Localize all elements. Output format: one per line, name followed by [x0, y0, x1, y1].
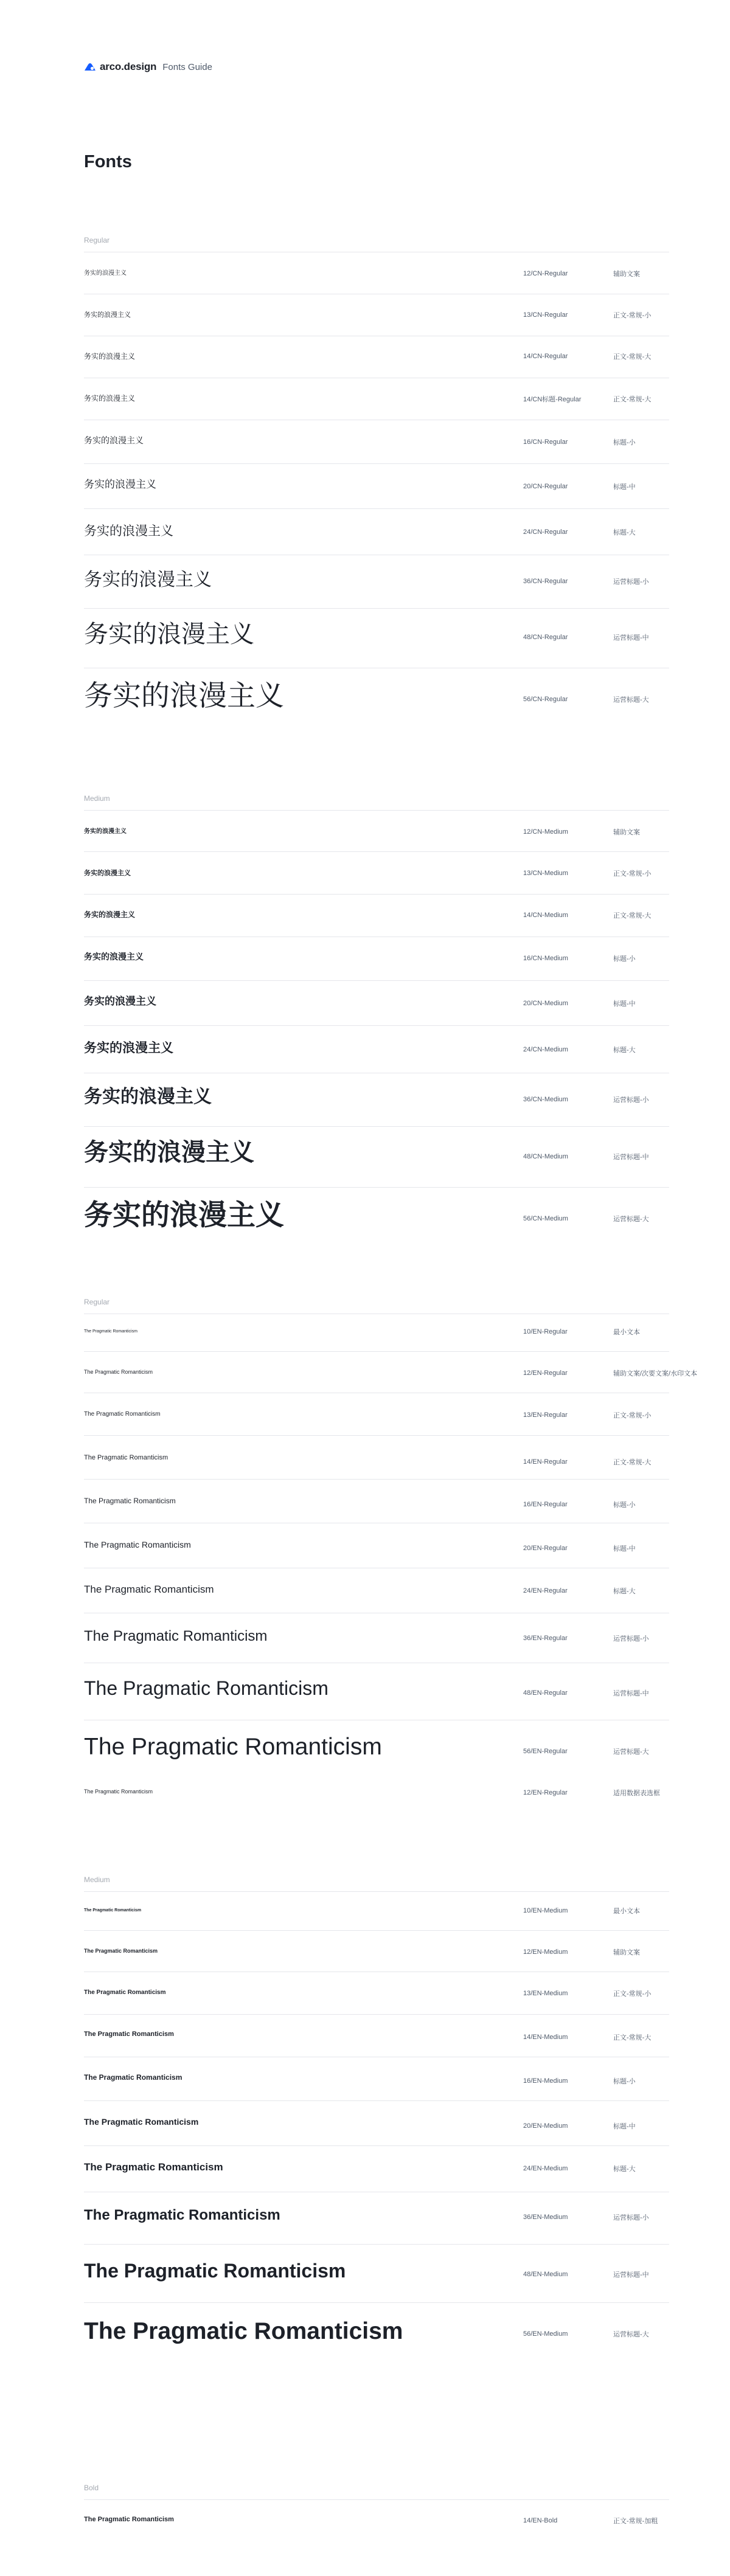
font-sample: The Pragmatic Romanticism: [84, 2161, 223, 2173]
divider: [84, 2302, 669, 2303]
font-spec: 14/EN-Regular: [523, 1458, 568, 1466]
font-sample: 务实的浪漫主义: [84, 828, 127, 835]
font-usage: 适用数据表选框: [613, 1790, 660, 1797]
font-spec: 24/EN-Medium: [523, 2165, 568, 2172]
font-sample: The Pragmatic Romanticism: [84, 1329, 137, 1334]
font-usage: 标题-大: [613, 2166, 636, 2173]
font-usage: 正文-常规-大: [613, 2034, 652, 2041]
font-sample: 务实的浪漫主义: [84, 394, 136, 403]
font-sample: 务实的浪漫主义: [84, 524, 173, 538]
section-label-cn-regular: Regular: [84, 236, 110, 244]
font-spec: 56/EN-Medium: [523, 2330, 568, 2338]
font-sample: 务实的浪漫主义: [84, 1199, 284, 1232]
font-spec: 56/EN-Regular: [523, 1748, 568, 1755]
font-usage: 标题-小: [613, 1501, 636, 1509]
font-spec: 36/CN-Regular: [523, 578, 568, 585]
font-usage: 正文-常规-加粗: [613, 2518, 658, 2525]
font-usage: 辅助文案: [613, 829, 640, 836]
font-sample: 务实的浪漫主义: [84, 436, 144, 446]
font-sample: The Pragmatic Romanticism: [84, 1989, 166, 1996]
font-spec: 13/CN-Medium: [523, 870, 568, 877]
divider: [84, 851, 669, 852]
font-spec: 48/EN-Medium: [523, 2271, 568, 2278]
font-spec: 56/CN-Regular: [523, 696, 568, 703]
section-label-cn-medium: Medium: [84, 794, 110, 803]
font-usage: 运营标题-中: [613, 634, 649, 642]
font-sample: The Pragmatic Romanticism: [84, 1584, 214, 1595]
font-spec: 14/CN-Regular: [523, 353, 568, 360]
font-spec: 12/CN-Regular: [523, 270, 568, 277]
font-usage: 正文-常规-小: [613, 312, 652, 319]
font-spec: 36/EN-Medium: [523, 2214, 568, 2221]
font-spec: 12/CN-Medium: [523, 828, 568, 836]
font-sample: The Pragmatic Romanticism: [84, 1908, 142, 1913]
font-sample: 务实的浪漫主义: [84, 352, 136, 361]
font-spec: 16/CN-Medium: [523, 955, 568, 962]
font-usage: 正文-常规-大: [613, 353, 652, 361]
font-sample: 务实的浪漫主义: [84, 679, 284, 713]
divider: [84, 1351, 669, 1352]
font-spec: 24/CN-Regular: [523, 528, 568, 536]
font-spec: 20/CN-Regular: [523, 483, 568, 490]
font-usage: 标题-中: [613, 483, 636, 491]
section-label-en-regular: Regular: [84, 1298, 110, 1306]
font-spec: 48/EN-Regular: [523, 1689, 568, 1697]
font-spec: 13/CN-Regular: [523, 311, 568, 319]
font-usage: 运营标题-中: [613, 1154, 649, 1161]
font-spec: 20/EN-Regular: [523, 1545, 568, 1552]
font-usage: 运营标题-小: [613, 1635, 649, 1643]
font-sample: 务实的浪漫主义: [84, 311, 131, 319]
font-spec: 56/CN-Medium: [523, 1215, 568, 1222]
font-usage: 运营标题-小: [613, 578, 649, 586]
font-sample: The Pragmatic Romanticism: [84, 1628, 268, 1644]
divider: [84, 608, 669, 609]
font-usage: 运营标题-大: [613, 696, 649, 704]
font-usage: 标题-大: [613, 1588, 636, 1595]
font-sample: The Pragmatic Romanticism: [84, 1497, 176, 1505]
font-spec: 16/EN-Regular: [523, 1501, 568, 1508]
font-usage: 正文-常规-小: [613, 1990, 652, 1998]
font-sample: The Pragmatic Romanticism: [84, 2516, 174, 2523]
font-usage: 辅助文案/次要文案/水印文本: [613, 1370, 698, 1377]
font-spec: 12/EN-Medium: [523, 1948, 568, 1956]
font-usage: 运营标题-中: [613, 2271, 649, 2279]
font-sample: The Pragmatic Romanticism: [84, 1411, 161, 1418]
font-usage: 运营标题-小: [613, 2214, 649, 2221]
font-sample: The Pragmatic Romanticism: [84, 2031, 174, 2038]
font-spec: 10/EN-Regular: [523, 1328, 568, 1335]
font-spec: 20/CN-Medium: [523, 1000, 568, 1007]
font-usage: 运营标题-中: [613, 1690, 649, 1697]
font-sample: The Pragmatic Romanticism: [84, 2318, 403, 2344]
font-spec: 20/EN-Medium: [523, 2122, 568, 2130]
font-spec: 16/CN-Regular: [523, 438, 568, 446]
font-spec: 48/CN-Regular: [523, 634, 568, 641]
font-sample: The Pragmatic Romanticism: [84, 2260, 346, 2282]
section-label-en-bold: Bold: [84, 2484, 99, 2492]
font-spec: 13/EN-Regular: [523, 1411, 568, 1419]
font-usage: 正文-常规-大: [613, 1459, 652, 1466]
font-sample: 务实的浪漫主义: [84, 620, 254, 648]
divider: [84, 2499, 669, 2500]
divider: [84, 1187, 669, 1188]
font-spec: 14/EN-Medium: [523, 2034, 568, 2041]
divider: [84, 2014, 669, 2015]
header-subtitle: Fonts Guide: [162, 61, 212, 72]
font-sample: The Pragmatic Romanticism: [84, 1540, 191, 1549]
font-sample: The Pragmatic Romanticism: [84, 2207, 280, 2223]
divider: [84, 1479, 669, 1480]
font-usage: 最小文本: [613, 1908, 640, 1915]
font-sample: 务实的浪漫主义: [84, 1138, 254, 1166]
font-usage: 标题-中: [613, 1000, 636, 1008]
font-sample: The Pragmatic Romanticism: [84, 1734, 382, 1760]
font-usage: 标题-小: [613, 439, 636, 446]
font-sample: 务实的浪漫主义: [84, 952, 144, 962]
font-spec: 14/CN-Medium: [523, 912, 568, 919]
font-spec: 10/EN-Medium: [523, 1907, 568, 1914]
font-sample: 务实的浪漫主义: [84, 869, 131, 877]
font-sample: 务实的浪漫主义: [84, 1040, 173, 1055]
font-usage: 辅助文案: [613, 271, 640, 278]
divider: [84, 1930, 669, 1931]
font-spec: 36/CN-Medium: [523, 1096, 568, 1103]
font-usage: 标题-小: [613, 2078, 636, 2085]
font-spec: 14/CN标题-Regular: [523, 396, 582, 403]
font-spec: 14/EN-Bold: [523, 2517, 558, 2524]
divider: [84, 2145, 669, 2146]
font-sample: The Pragmatic Romanticism: [84, 1677, 328, 1699]
font-usage: 标题-大: [613, 1047, 636, 1054]
font-usage: 最小文本: [613, 1329, 640, 1336]
font-usage: 正文-常规-小: [613, 870, 652, 878]
divider: [84, 1025, 669, 1026]
font-sample: The Pragmatic Romanticism: [84, 1369, 153, 1375]
font-sample: The Pragmatic Romanticism: [84, 1454, 169, 1461]
divider: [84, 2100, 669, 2101]
divider: [84, 2244, 669, 2245]
divider: [84, 463, 669, 464]
brand-name[interactable]: arco.design: [100, 61, 157, 72]
section-label-en-medium: Medium: [84, 1875, 110, 1884]
font-spec: 48/CN-Medium: [523, 1153, 568, 1160]
font-sample: The Pragmatic Romanticism: [84, 1788, 153, 1795]
font-usage: 标题-中: [613, 1545, 636, 1553]
divider: [84, 1435, 669, 1436]
divider: [84, 1126, 669, 1127]
font-sample: 务实的浪漫主义: [84, 1086, 212, 1107]
font-usage: 标题-小: [613, 955, 636, 963]
font-usage: 运营标题-大: [613, 2331, 649, 2338]
font-usage: 辅助文案: [613, 1949, 640, 1956]
font-spec: 24/EN-Regular: [523, 1587, 568, 1594]
font-spec: 12/EN-Regular: [523, 1369, 568, 1377]
page-title: Fonts: [84, 152, 132, 171]
font-usage: 标题-中: [613, 2123, 636, 2130]
font-sample: 务实的浪漫主义: [84, 569, 212, 590]
font-usage: 标题-大: [613, 529, 636, 536]
font-sample: The Pragmatic Romanticism: [84, 2117, 199, 2127]
header: [84, 58, 212, 75]
font-spec: 36/EN-Regular: [523, 1635, 568, 1642]
divider: [84, 810, 669, 811]
font-sample: 务实的浪漫主义: [84, 910, 136, 919]
font-sample: The Pragmatic Romanticism: [84, 1948, 158, 1954]
font-usage: 正文-常规-大: [613, 912, 652, 919]
font-usage: 正文-常规-大: [613, 396, 652, 403]
arco-logo-icon: [84, 63, 96, 71]
font-sample: 务实的浪漫主义: [84, 479, 156, 491]
divider: [84, 508, 669, 509]
font-sample: 务实的浪漫主义: [84, 995, 156, 1008]
divider: [84, 894, 669, 895]
font-spec: 24/CN-Medium: [523, 1046, 568, 1053]
font-spec: 16/EN-Medium: [523, 2077, 568, 2085]
font-sample: The Pragmatic Romanticism: [84, 2073, 182, 2082]
font-usage: 运营标题-大: [613, 1748, 649, 1756]
divider: [84, 980, 669, 981]
font-sample: 务实的浪漫主义: [84, 270, 127, 277]
font-spec: 13/EN-Medium: [523, 1990, 568, 1997]
font-usage: 运营标题-大: [613, 1216, 649, 1223]
font-spec: 12/EN-Regular: [523, 1789, 568, 1796]
divider: [84, 1891, 669, 1892]
font-usage: 运营标题-小: [613, 1096, 649, 1104]
font-usage: 正文-常规-小: [613, 1412, 652, 1419]
